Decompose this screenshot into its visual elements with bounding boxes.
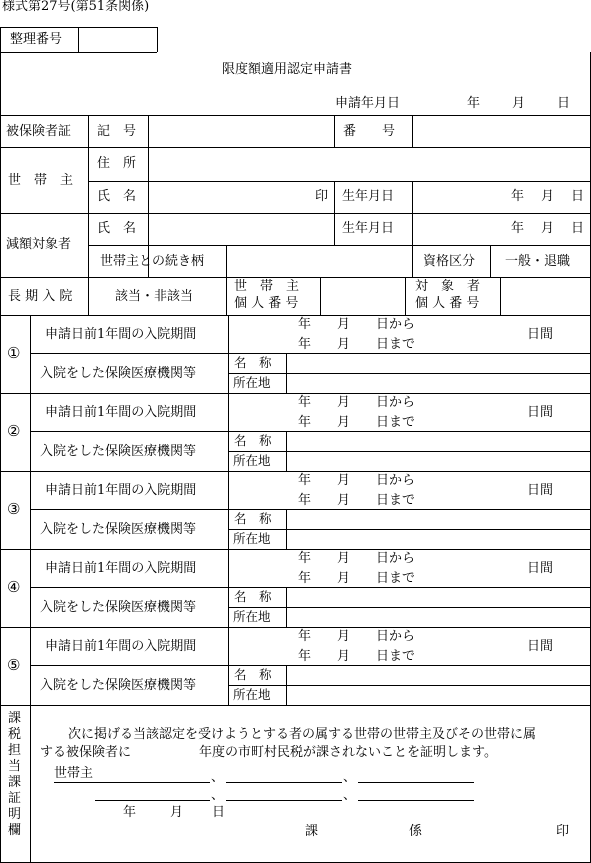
householder-birth-month: 月 [541, 189, 555, 204]
institution-name-label: 名 称 [234, 589, 272, 604]
tax-side-char: 当 [8, 759, 22, 774]
tax-side-char: 課 [8, 711, 22, 726]
hospital-block-2-location-field[interactable] [287, 452, 589, 470]
reduction-target-birth-day: 日 [571, 221, 585, 236]
hospital-block-2-period-field[interactable] [229, 394, 589, 430]
period-days: 日間 [527, 405, 554, 420]
hospital-block-3-location-field[interactable] [287, 530, 589, 548]
householder-birth-year: 年 [511, 189, 525, 204]
householder-seal: 印 [315, 189, 329, 204]
hospital-block-1-number: ① [7, 344, 21, 362]
hospital-block-5-period-field[interactable] [229, 628, 589, 664]
application-month-label: 月 [512, 96, 526, 111]
period-to: 年 月 日まで [298, 571, 416, 586]
reduction-target-name-label: 氏 名 [97, 221, 137, 236]
householder-id-label-1: 世 帯 主 [234, 279, 300, 294]
qualification-options[interactable]: 一般・退職 [505, 254, 571, 269]
period-label: 申請日前1年間の入院期間 [45, 405, 197, 420]
period-days: 日間 [527, 561, 554, 576]
insured-number-field[interactable] [413, 116, 589, 146]
reduction-target-birth-month: 月 [541, 221, 555, 236]
institution-location-label: 所在地 [233, 687, 271, 702]
hospital-block-2-number: ② [7, 422, 21, 440]
householder-birth-day: 日 [571, 189, 585, 204]
tax-householder-field[interactable] [92, 767, 210, 781]
reduction-target-birth-year: 年 [511, 221, 525, 236]
target-id-label-1: 対 象 者 [415, 279, 481, 294]
target-id-label-2: 個 人 番 号 [415, 296, 480, 311]
householder-name-label: 氏 名 [97, 189, 137, 204]
tax-statement-line2b: 年度の市町村民税が課されないことを証明します。 [199, 745, 497, 760]
householder-address-field[interactable] [149, 148, 589, 180]
institution-name-label: 名 称 [234, 355, 272, 370]
form-number-label: 様式第27号(第51条関係) [2, 0, 150, 14]
period-from: 年 月 日から [298, 317, 416, 332]
fiscal-year-field[interactable] [142, 743, 194, 759]
institution-location-label: 所在地 [233, 609, 271, 624]
relation-field[interactable] [227, 246, 411, 276]
hospital-block-5-name-field[interactable] [287, 666, 589, 684]
comma-3: 、 [211, 788, 225, 803]
hospital-block-1-location-field[interactable] [287, 374, 589, 392]
householder-birthdate-label: 生年月日 [342, 189, 395, 204]
period-to: 年 月 日まで [298, 493, 416, 508]
insured-symbol-label: 記 号 [97, 124, 137, 139]
application-date-label: 申請年月日 [335, 96, 401, 111]
tax-seal: 印 [556, 824, 570, 839]
hospital-block-4-period-field[interactable] [229, 550, 589, 586]
application-day-label: 日 [557, 96, 571, 111]
reduction-target-birthdate-label: 生年月日 [342, 221, 395, 236]
long-term-label: 長 期 入 院 [8, 289, 73, 304]
tax-member-field-5[interactable] [358, 785, 474, 799]
period-label: 申請日前1年間の入院期間 [45, 561, 197, 576]
institution-location-label: 所在地 [233, 531, 271, 546]
hospital-block-4-number: ④ [7, 578, 21, 596]
tax-side-char: 担 [8, 743, 22, 758]
insured-symbol-field[interactable] [149, 116, 333, 146]
period-label: 申請日前1年間の入院期間 [45, 327, 197, 342]
cert-year-label: 年 [123, 805, 137, 820]
qualification-label: 資格区分 [423, 254, 476, 269]
householder-name-field[interactable] [149, 182, 309, 212]
institution-name-label: 名 称 [234, 433, 272, 448]
control-number-label: 整理番号 [10, 32, 63, 47]
hospital-block-3-name-field[interactable] [287, 510, 589, 528]
institution-name-label: 名 称 [234, 511, 272, 526]
institution-label: 入院をした保険医療機関等 [40, 600, 197, 615]
institution-name-label: 名 称 [234, 667, 272, 682]
control-number-field[interactable] [79, 28, 156, 51]
period-to: 年 月 日まで [298, 649, 416, 664]
cert-day-label: 日 [212, 805, 226, 820]
period-label: 申請日前1年間の入院期間 [45, 639, 197, 654]
hospital-block-3-period-field[interactable] [229, 472, 589, 508]
hospital-block-4-location-field[interactable] [287, 608, 589, 626]
application-year-label: 年 [467, 96, 481, 111]
tax-member-field-1[interactable] [226, 767, 342, 781]
hospital-block-5-number: ⑤ [7, 656, 21, 674]
staff-label: 係 [409, 824, 423, 839]
section-label: 課 [305, 824, 319, 839]
tax-side-char: 課 [8, 775, 22, 790]
tax-side-char: 証 [8, 791, 22, 806]
householder-id-field[interactable] [321, 278, 404, 314]
period-from: 年 月 日から [298, 551, 416, 566]
institution-location-label: 所在地 [233, 375, 271, 390]
hospital-block-2-name-field[interactable] [287, 432, 589, 450]
period-label: 申請日前1年間の入院期間 [45, 483, 197, 498]
hospital-block-1-name-field[interactable] [287, 354, 589, 372]
insured-card-label: 被保険者証 [6, 124, 72, 139]
relation-label: 世帯主との続き柄 [100, 254, 205, 269]
hospital-block-4-name-field[interactable] [287, 588, 589, 606]
comma-1: 、 [211, 770, 225, 785]
tax-statement-line1: 次に掲げる当該認定を受けようとする者の属する世帯の世帯主及びその世帯に属 [68, 727, 537, 742]
period-days: 日間 [527, 483, 554, 498]
tax-householder-label: 世帯主 [54, 766, 94, 781]
hospital-block-1-period-field[interactable] [229, 316, 589, 352]
target-id-field[interactable] [501, 278, 589, 314]
comma-2: 、 [343, 770, 357, 785]
period-to: 年 月 日まで [298, 415, 416, 430]
period-days: 日間 [527, 327, 554, 342]
tax-member-field-4[interactable] [226, 785, 342, 799]
tax-member-field-2[interactable] [358, 767, 474, 781]
householder-address-label: 住 所 [97, 156, 137, 171]
form-title: 限度額適用認定申請書 [222, 62, 353, 77]
insured-number-label: 番 号 [343, 124, 396, 139]
tax-side-char: 欄 [8, 823, 22, 838]
comma-4: 、 [343, 788, 357, 803]
tax-side-char: 税 [8, 727, 22, 742]
cert-month-label: 月 [170, 805, 184, 820]
period-to: 年 月 日まで [298, 337, 416, 352]
period-days: 日間 [527, 639, 554, 654]
tax-member-field-3[interactable] [95, 785, 210, 799]
reduction-target-name-field[interactable] [149, 214, 333, 244]
period-from: 年 月 日から [298, 473, 416, 488]
long-term-options[interactable]: 該当・非該当 [115, 289, 194, 304]
institution-label: 入院をした保険医療機関等 [40, 522, 197, 537]
hospital-block-5-location-field[interactable] [287, 686, 589, 704]
period-from: 年 月 日から [298, 395, 416, 410]
reduction-target-label: 減額対象者 [6, 237, 72, 252]
period-from: 年 月 日から [298, 629, 416, 644]
householder-label: 世 帯 主 [8, 173, 74, 188]
tax-statement-line2a: する被保険者に [40, 745, 132, 760]
institution-location-label: 所在地 [233, 453, 271, 468]
householder-id-label-2: 個 人 番 号 [234, 296, 299, 311]
institution-label: 入院をした保険医療機関等 [40, 678, 197, 693]
hospital-block-3-number: ③ [7, 500, 21, 518]
institution-label: 入院をした保険医療機関等 [40, 444, 197, 459]
institution-label: 入院をした保険医療機関等 [40, 366, 197, 381]
tax-side-char: 明 [8, 807, 22, 822]
